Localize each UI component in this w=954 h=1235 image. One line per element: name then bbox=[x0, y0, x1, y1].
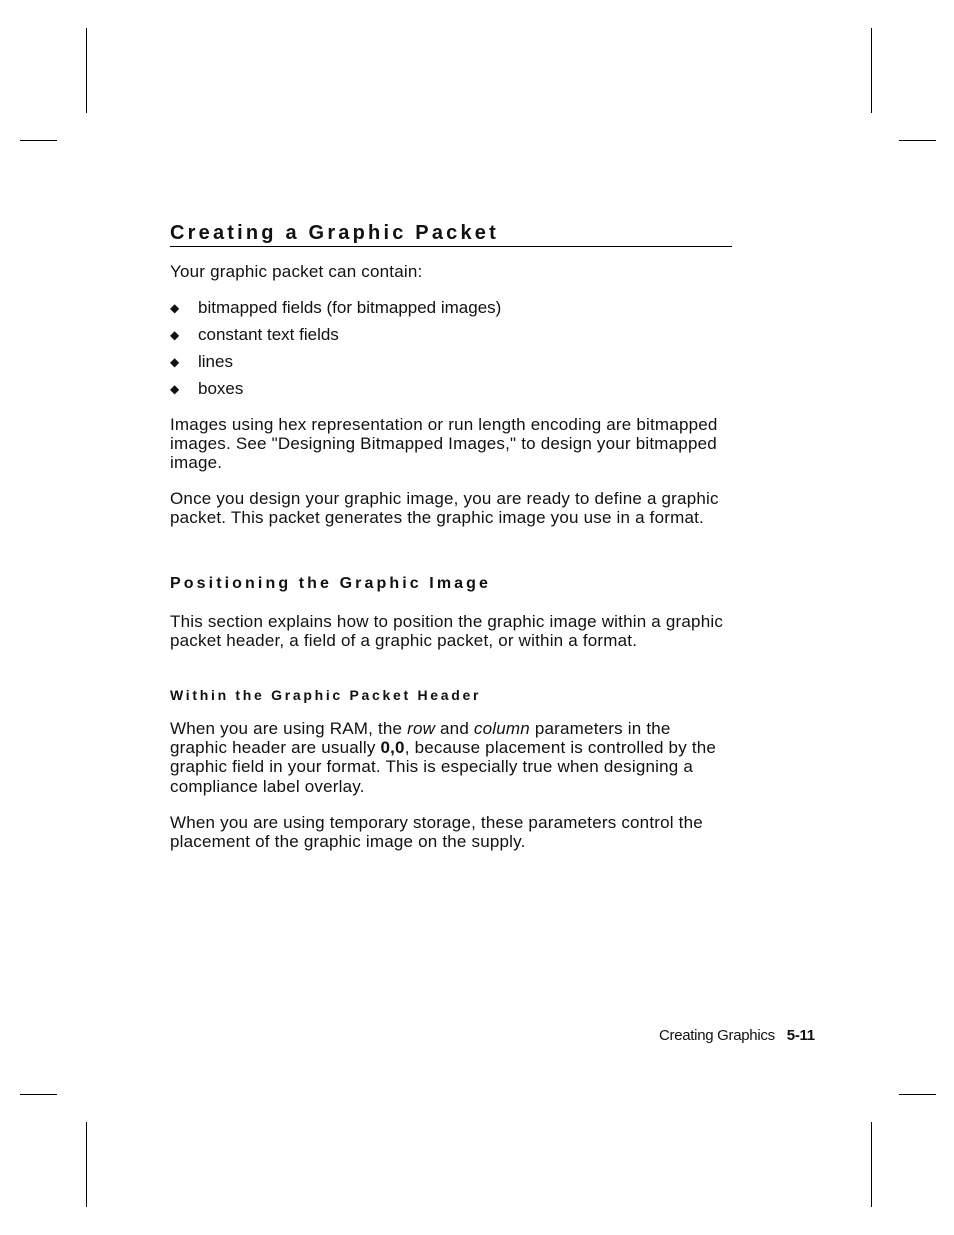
crop-mark-bottom-left-vertical bbox=[86, 1122, 87, 1207]
list-item: ◆ lines bbox=[170, 352, 233, 371]
diamond-bullet-icon: ◆ bbox=[170, 382, 180, 396]
intro-paragraph: Your graphic packet can contain: bbox=[170, 262, 423, 281]
define-packet-paragraph: Once you design your graphic image, you are ready to define a graphic packet. This packet generates the graphic image you use in a format. bbox=[170, 489, 719, 528]
bitmapped-images-paragraph: Images using hex representation or run length encoding are bitmapped images. See "Designing Bitmapped Images," to design your bitmapped image. bbox=[170, 415, 718, 473]
diamond-bullet-icon: ◆ bbox=[170, 328, 180, 342]
page-number: 5-11 bbox=[786, 1027, 815, 1044]
list-item: ◆ boxes bbox=[170, 379, 244, 398]
ram-placement-paragraph: When you are using RAM, the row and column parameters in the graphic header are usually 0,0, because placement is controlled by the graphic field in your format. This is especially true when designing a compliance label overlay. bbox=[170, 719, 717, 796]
crop-mark-bottom-right-horizontal bbox=[899, 1094, 936, 1095]
subsection-heading: Within the Graphic Packet Header bbox=[170, 687, 482, 703]
page-footer bbox=[659, 1027, 815, 1044]
crop-mark-top-right-vertical bbox=[871, 28, 872, 113]
section-paragraph: This section explains how to position the graphic image within a graphic packet header, a field of a graphic packet, or within a format. bbox=[170, 612, 724, 651]
list-item: ◆ constant text fields bbox=[170, 325, 339, 344]
section-heading: Positioning the Graphic Image bbox=[170, 575, 492, 592]
list-item: ◆ bitmapped fields (for bitmapped images) bbox=[170, 298, 502, 317]
crop-mark-top-left-horizontal bbox=[20, 140, 57, 141]
diamond-bullet-icon: ◆ bbox=[170, 355, 180, 369]
page-title: Creating a Graphic Packet bbox=[170, 221, 732, 247]
crop-mark-bottom-right-vertical bbox=[871, 1122, 872, 1207]
crop-mark-bottom-left-horizontal bbox=[20, 1094, 57, 1095]
crop-mark-top-left-vertical bbox=[86, 28, 87, 113]
temporary-storage-paragraph: When you are using temporary storage, these parameters control the placement of the graphic image on the supply. bbox=[170, 813, 703, 852]
diamond-bullet-icon: ◆ bbox=[170, 301, 180, 315]
crop-mark-top-right-horizontal bbox=[899, 140, 936, 141]
footer-chapter: Creating Graphics bbox=[659, 1027, 775, 1044]
